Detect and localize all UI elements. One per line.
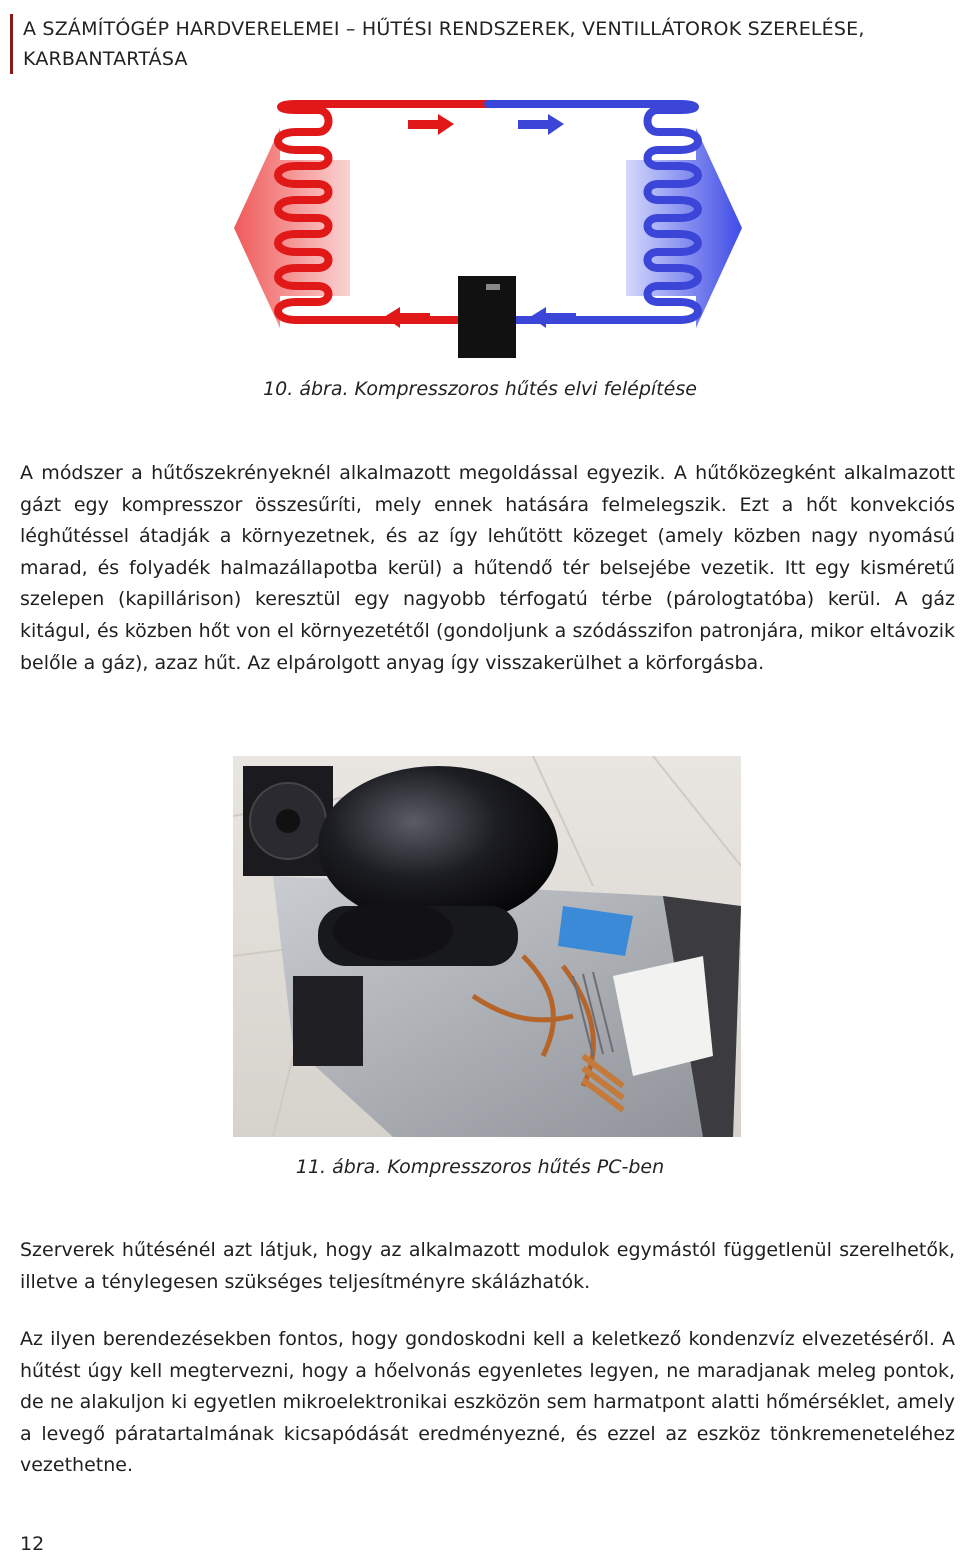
header-line-1: A SZÁMÍTÓGÉP HARDVERELEMEI – HŰTÉSI RENDSZEREK, VENTILLÁTOROK SZERELÉSE,: [23, 18, 865, 40]
figure-11-caption: 11. ábra. Kompresszoros hűtés PC-ben: [295, 1156, 665, 1178]
flow-arrow-bottom-cold: [530, 307, 576, 328]
compressor-cooling-diagram: [232, 98, 744, 360]
flow-arrow-top-cold: [518, 114, 564, 135]
compressor-unit: [458, 276, 516, 358]
flow-arrow-bottom-hot: [384, 307, 430, 328]
page-header: [10, 14, 923, 74]
figure-10-caption: 10. ábra. Kompresszoros hűtés elvi felépítése: [263, 378, 697, 400]
page-number: 12: [20, 1533, 45, 1555]
header-line-2: KARBANTARTÁSA: [23, 48, 188, 70]
heat-out-arrow: [234, 128, 350, 328]
flow-arrow-top-hot: [408, 114, 454, 135]
paragraph-1: A módszer a hűtőszekrényeknél alkalmazott megoldással egyezik. A hűtőközegként alkalmazott gázt egy kompresszor összesűríti, mely ennek hatására felmelegszik. Ezt a hőt konvekciós léghűtéssel átadják a környezetnek, és az így lehűtött közeget (amely közben nagy nyomású marad, és folyadék halmazállapotba kerül) a hűtendő tér belsejébe vezetik. Itt egy kisméretű szelepen (kapillárison) keresztül egy nagyobb térfogatú térbe (párologtatóba) kerül. A gáz kitágul, és közben hőt von el környezetétől (gondoljunk a szódásszifon patronjára, mikor eltávozik belőle a gáz), azaz hűt. Az elpárolgott anyag így visszakerülhet a körforgásba.: [20, 462, 955, 674]
cold-in-arrow: [626, 128, 742, 328]
paragraph-3: Az ilyen berendezésekben fontos, hogy gondoskodni kell a keletkező kondenzvíz elvezetéséről. A hűtést úgy kell megtervezni, hogy a hőelvonás egyenletes legyen, ne maradjanak meleg pontok, de ne alakuljon ki egyetlen mikroelektronikai eszközön sem harmatpont alatti hőmérséklet, amely a levegő páratartalmának kicsapódását eredményezné, és ezzel az eszköz tönkremeneteléhez vezethetne.: [20, 1328, 955, 1477]
compressor-pc-photo: [233, 756, 741, 1137]
paragraph-2: Szerverek hűtésénél azt látjuk, hogy az alkalmazott modulok egymástól függetlenül szerelhetők, illetve a ténylegesen szükséges teljesítményre skálázhatók.: [20, 1239, 955, 1293]
